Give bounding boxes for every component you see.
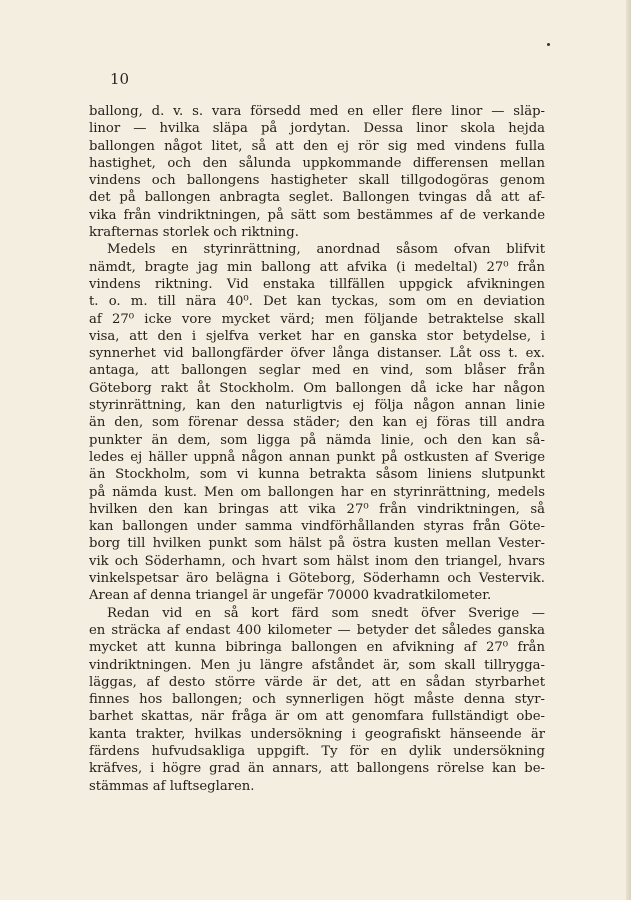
text-line: barhet skattas, när fråga är om att genomfara fullständigt obe- [89, 709, 545, 725]
text-line: Arean af denna triangel är ungefär 70000 kvadratkilometer. [89, 588, 492, 604]
text-line: färdens hufvudsakliga uppgift. Ty för en dylik undersökning [89, 743, 545, 759]
text-line: vika från vindriktningen, på sätt som bestämmes af de verkande [89, 207, 545, 223]
page-edge-shadow [626, 0, 631, 900]
text-line: linor — hvilka släpa på jordytan. Dessa linor skola hejda [89, 121, 545, 137]
text-line: vik och Söderhamn, och hvart som hälst inom den triangel, hvars [89, 553, 545, 569]
text-line: Göteborg rakt åt Stockholm. Om ballongen då icke har någon [89, 380, 545, 396]
text-line: punkter än dem, som ligga på nämda linie, och den kan så- [89, 432, 545, 448]
text-line: synnerhet vid ballongfärder öfver långa distanser. Låt oss t. ex. [89, 346, 545, 362]
text-line: kan ballongen under samma vindförhållanden styras från Göte- [89, 519, 545, 535]
ink-speck [547, 43, 550, 46]
text-line: läggas, af desto större värde är det, att en sådan styrbarhet [89, 674, 545, 690]
text-line: af 27⁰ icke vore mycket värd; men följande betraktelse skall [89, 311, 545, 327]
text-line: finnes hos ballongen; och synnerligen högt måste denna styr- [89, 692, 545, 708]
text-line: visa, att den i sjelfva verket har en ganska stor betydelse, i [89, 328, 545, 344]
text-line: än den, som förenar dessa städer; den kan ej föras till andra [89, 415, 545, 431]
body-text [89, 103, 545, 795]
text-line: vindriktningen. Men ju längre afståndet är, som skall tillrygga- [89, 657, 545, 673]
text-line: det på ballongen anbragta seglet. Ballongen tvingas då att af- [89, 190, 545, 206]
text-line: hvilken den kan bringas att vika 27⁰ från vindriktningen, så [89, 501, 545, 517]
text-line: borg till hvilken punkt som hälst på östra kusten mellan Vester- [89, 536, 545, 552]
text-line: t. o. m. till nära 40⁰. Det kan tyckas, som om en deviation [89, 294, 545, 310]
text-line: ledes ej häller uppnå någon annan punkt på ostkusten af Sverige [89, 449, 545, 465]
text-line: än Stockholm, som vi kunna betrakta såsom liniens slutpunkt [89, 467, 545, 483]
text-line: ballong, d. v. s. vara försedd med en eller flere linor — släp- [89, 104, 545, 119]
text-line: Medels en styrinrättning, anordnad såsom ofvan blifvit [107, 242, 545, 258]
page-number: 10 [110, 70, 130, 88]
text-line: ballongen något litet, så att den ej rör sig med vindens fulla [89, 138, 545, 154]
text-line: stämmas af luftseglaren. [89, 778, 255, 794]
text-line: en sträcka af endast 400 kilometer — betyder det således ganska [89, 622, 545, 638]
text-line: nämdt, bragte jag min ballong att afvika (i medeltal) 27⁰ från [89, 259, 545, 275]
text-line: på nämda kust. Men om ballongen har en styrinrättning, medels [89, 484, 545, 500]
text-line: hastighet, och den sålunda uppkommande differensen mellan [89, 155, 545, 171]
text-line: kräfves, i högre grad än annars, att ballongens rörelse kan be- [89, 761, 545, 777]
text-line: Redan vid en så kort färd som snedt öfver Sverige — [107, 605, 545, 621]
text-line: kanta trakter, hvilkas undersökning i geografiskt hänseende är [89, 726, 545, 742]
text-line: antaga, att ballongen seglar med en vind, som blåser från [89, 363, 545, 379]
text-line: vinkelspetsar äro belägna i Göteborg, Söderhamn och Vestervik. [89, 571, 545, 587]
text-line: styrinrättning, kan den naturligtvis ej följa någon annan linie [89, 398, 545, 414]
text-line: vindens riktning. Vid enstaka tillfällen uppgick afvikningen [89, 276, 545, 292]
text-line: mycket att kunna bibringa ballongen en afvikning af 27⁰ från [89, 640, 545, 656]
text-line: krafternas storlek och riktning. [89, 225, 299, 241]
text-line: vindens och ballongens hastigheter skall tillgodogöras genom [89, 173, 545, 189]
